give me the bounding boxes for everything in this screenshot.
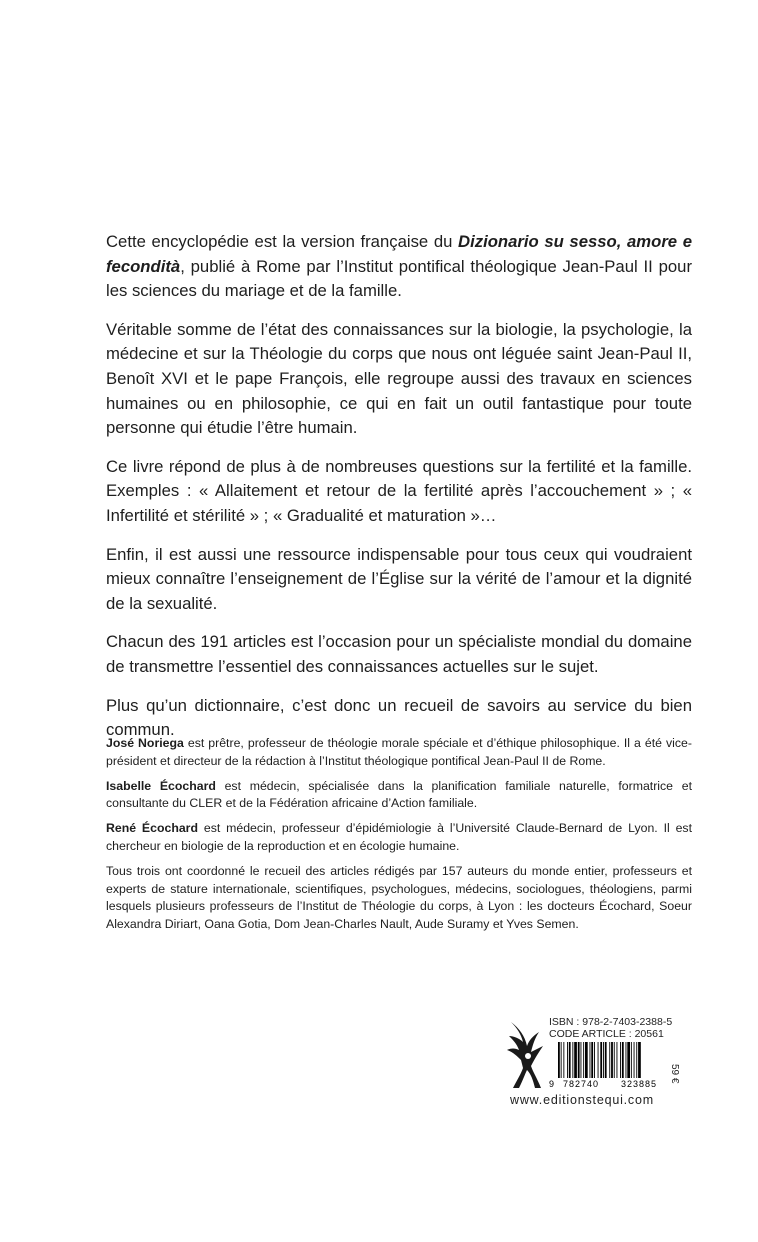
code-article: CODE ARTICLE : 20561 xyxy=(549,1028,664,1040)
barcode-digits-right: 323885 xyxy=(621,1079,658,1088)
author-bios xyxy=(106,735,692,941)
intro-paragraph-1 xyxy=(106,230,692,304)
bio-rene-ecochard xyxy=(106,820,692,856)
bio-isabelle-ecochard xyxy=(106,778,692,814)
author-name: Isabelle Écochard xyxy=(106,778,216,793)
bio-text: est médecin, spécialisée dans la planification familiale naturelle, formatrice et consultante du CLER et de la Fédération africaine d’Action familiale. xyxy=(106,778,692,811)
author-name: René Écochard xyxy=(106,821,198,836)
author-name: José Noriega xyxy=(106,736,184,750)
intro-p1-lead: Cette encyclopédie est la version française du xyxy=(106,232,459,251)
winged-figure-logo-icon xyxy=(503,1018,545,1092)
intro-paragraph-4: Enfin, il est aussi une ressource indispensable pour tous ceux qui voudraient mieux connaître l’enseignement de l’Église sur la vérité de l’amour et la dignité de la sexualité. xyxy=(106,544,692,613)
barcode-digit-prefix: 9 xyxy=(549,1079,555,1088)
back-cover-description xyxy=(106,230,692,757)
barcode-digits-left: 782740 xyxy=(563,1079,600,1088)
intro-paragraph-2: Véritable somme de l’état des connaissances sur la biologie, la psychologie, la médecine et sur la Théologie du corps que nous ont léguée saint Jean-Paul II, Benoît XVI et le pape François, elle regroupe aussi des travaux en sciences humaines ou en philosophie, ce qui en fait un outil fantastique pour toute personne qui étudie l’être humain. xyxy=(106,319,692,438)
barcode xyxy=(549,1042,679,1088)
price: 59 € xyxy=(669,1064,680,1084)
isbn: ISBN : 978-2-7403-2388-5 xyxy=(549,1016,673,1028)
bio-coordination: Tous trois ont coordonné le recueil des articles rédigés par 157 auteurs du monde entier, professeurs et experts de stature internationale, scientifiques, psychologues, médecins, sociologues, théologiens, parmi lesquels plusieurs professeurs de l’Institut de Théologie du corps, à Lyon : les docteurs Écochard, Soeur Alexandra Diriart, Oana Gotia, Dom Jean-Charles Nault, Aude Suramy et Yves Semen. xyxy=(106,863,692,932)
original-title: Dizionario su sesso, amore e fecondità xyxy=(106,232,693,276)
bio-noriega xyxy=(106,735,692,771)
intro-paragraph-3: Ce livre répond de plus à de nombreuses questions sur la fertilité et la famille. Exemples : « Allaitement et retour de la fertilité après l’accouchement » ; « Infertilité et stérilité » ; « Gradualité et maturation »… xyxy=(106,456,692,525)
bio-text: est médecin, professeur d’épidémiologie à l’Université Claude-Bernard de Lyon. Il est chercheur en biologie de la reproduction et en écologie humaine. xyxy=(106,821,692,853)
publisher-website: www.editionstequi.com xyxy=(510,1093,654,1107)
intro-paragraph-6: Plus qu’un dictionnaire, c’est donc un recueil de savoirs au service du bien commun. xyxy=(106,695,692,740)
bio-text: est prêtre, professeur de théologie morale spéciale et d’éthique philosophique. Il a été vice-président et directeur de la rédaction à l’Institut théologique pontifical Jean-Paul II de Rome. xyxy=(106,736,692,768)
intro-paragraph-5: Chacun des 191 articles est l’occasion pour un spécialiste mondial du domaine de transmettre l’essentiel des connaissances actuelles sur le sujet. xyxy=(106,632,692,676)
publisher-block xyxy=(503,1014,693,1109)
intro-p1-rest: , publié à Rome par l’Institut pontifical théologique Jean-Paul II pour les sciences du mariage et de la famille. xyxy=(106,256,692,301)
